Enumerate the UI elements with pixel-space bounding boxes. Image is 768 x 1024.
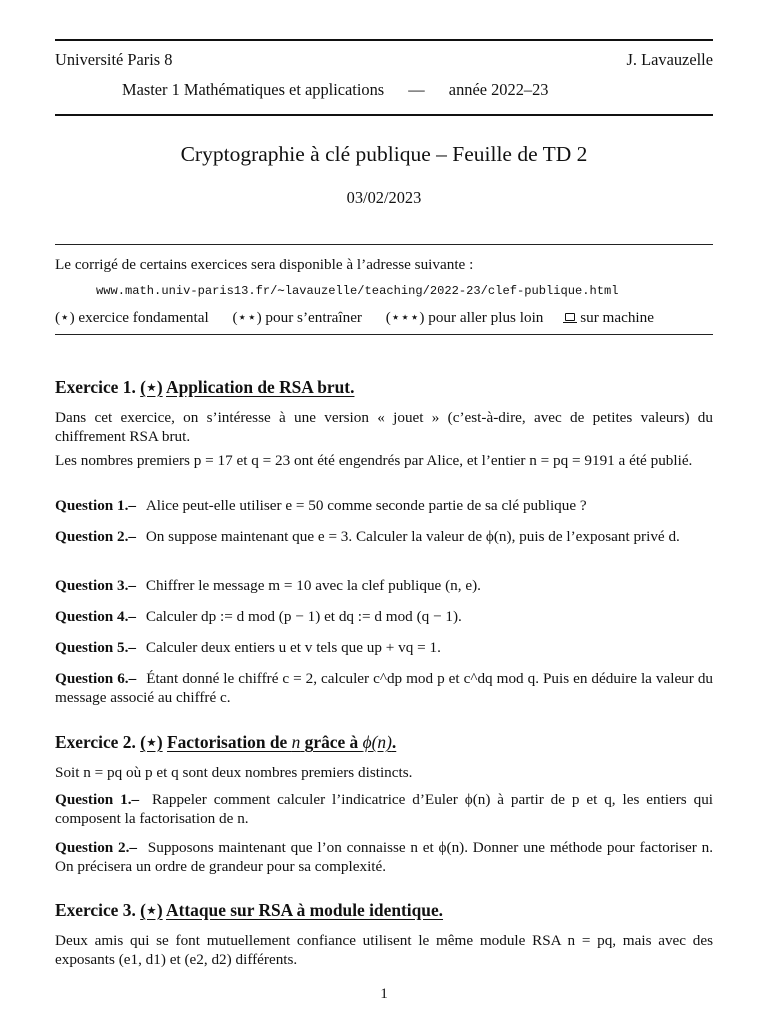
exercise-3-level: (⋆) [140, 900, 163, 920]
header-program-name: Master 1 Mathématiques et applications [122, 80, 385, 99]
exercise-2-intro-1: Soit n = pq où p et q sont deux nombres premiers distincts. [55, 764, 413, 781]
exercise-2-heading [167, 732, 396, 752]
question-text: Supposons maintenant que l’on connaisse n et ϕ(n). Donner une méthode pour factoriser n. On précisera un ordre de grandeur pour sa complexité. [55, 839, 714, 875]
exercise-1-intro-2: Les nombres premiers p = 17 et q = 23 ont été engendrés par Alice, et l’entier n = pq = 9191 a été publié. [55, 452, 693, 469]
page-title: Cryptographie à clé publique – Feuille de TD 2 [180, 142, 588, 166]
question-text: Étant donné le chiffré c = 2, calculer c^dp mod p et c^dq mod q. Puis en déduire la valeur du message associé au chiffré c. [55, 670, 714, 706]
legend-three-stars: (⋆⋆⋆) pour aller plus loin [385, 309, 544, 326]
exercise-2-title [55, 733, 396, 752]
exercise-3-intro-1: Deux amis qui se font mutuellement confiance utilisent le même module RSA n = pq, mais avec des exposants (e1, d1) et (e2, d2) différents. [55, 932, 713, 968]
header-dash: — [408, 80, 425, 99]
exercise-1-question-6 [55, 669, 713, 707]
exercise-1-question-3 [55, 576, 713, 595]
exercise-1-title [55, 378, 354, 397]
question-text: Calculer deux entiers u et v tels que up + vq = 1. [145, 639, 441, 656]
exercise-3-number: Exercice 3. [55, 900, 136, 920]
exercise-1-question-1 [55, 496, 713, 515]
notice-bottom-rule [55, 334, 713, 335]
legend-machine-label: sur machine [580, 309, 654, 326]
page-number: 1 [380, 985, 388, 1002]
difficulty-legend [55, 308, 713, 327]
exercise-2-question-1 [55, 790, 713, 828]
legend-one-star: (⋆) exercice fondamental [55, 309, 209, 326]
question-label: Question 3.– [55, 577, 137, 594]
question-text: Alice peut-elle utiliser e = 50 comme seconde partie de sa clé publique ? [145, 497, 587, 514]
header-bottom-rule [55, 114, 713, 116]
exercise-3-heading: Attaque sur RSA à module identique. [166, 900, 444, 920]
exercise-1-question-5 [55, 638, 713, 657]
notice-text: Le corrigé de certains exercices sera disponible à l’adresse suivante : [55, 256, 474, 273]
document-page [55, 0, 713, 1024]
exercise-2-question-2 [55, 838, 713, 876]
header-university: Université Paris 8 [55, 50, 173, 69]
solutions-url[interactable]: www.math.univ-paris13.fr/∼lavauzelle/teaching/2022-23/clef-publique.html [96, 284, 619, 298]
exercise-1-question-4 [55, 607, 713, 626]
question-text: Rappeler comment calculer l’indicatrice d’Euler ϕ(n) à partir de p et q, les entiers qui composent la factorisation de n. [55, 791, 714, 827]
exercise-2-heading-before: Factorisation de [166, 732, 292, 752]
question-label: Question 1.– [55, 791, 140, 808]
exercise-2-number: Exercice 2. [55, 732, 136, 752]
header-top-rule [55, 39, 713, 41]
question-label: Question 2.– [55, 528, 137, 545]
question-text: On suppose maintenant que e = 3. Calculer la valeur de ϕ(n), puis de l’exposant privé d. [145, 528, 680, 545]
exercise-1-intro-1: Dans cet exercice, on s’intéresse à une version « jouet » (c’est-à-dire, avec de petites valeurs) du chiffrement RSA brut. [55, 409, 713, 445]
exercise-2-heading-after: . [391, 732, 397, 752]
question-label: Question 1.– [55, 497, 137, 514]
question-text: Chiffrer le message m = 10 avec la clef publique (n, e). [145, 577, 481, 594]
question-label: Question 5.– [55, 639, 137, 656]
exercise-2-heading-middle: grâce à [300, 732, 363, 752]
exercise-2-heading-phi: ϕ(n) [362, 732, 392, 752]
question-label: Question 6.– [55, 670, 137, 687]
question-label: Question 4.– [55, 608, 137, 625]
exercise-1-level: (⋆) [140, 377, 163, 397]
exercise-3-title [55, 901, 443, 920]
exercise-2-level: (⋆) [140, 732, 163, 752]
legend-machine [563, 309, 658, 326]
exercise-1-number: Exercice 1. [55, 377, 136, 397]
exercise-1-question-2 [55, 527, 713, 546]
sheet-date: 03/02/2023 [346, 188, 422, 207]
exercise-2-heading-n: n [291, 732, 301, 752]
header-author: J. Lavauzelle [626, 50, 713, 69]
notice-top-rule [55, 244, 713, 245]
exercise-1-heading: Application de RSA brut. [166, 377, 355, 397]
laptop-icon [563, 313, 576, 322]
header-program [122, 80, 548, 99]
header-year: année 2022–23 [448, 80, 549, 99]
question-label: Question 2.– [55, 839, 137, 856]
legend-two-stars: (⋆⋆) pour s’entraîner [232, 309, 362, 326]
question-text: Calculer dp := d mod (p − 1) et dq := d mod (q − 1). [145, 608, 462, 625]
